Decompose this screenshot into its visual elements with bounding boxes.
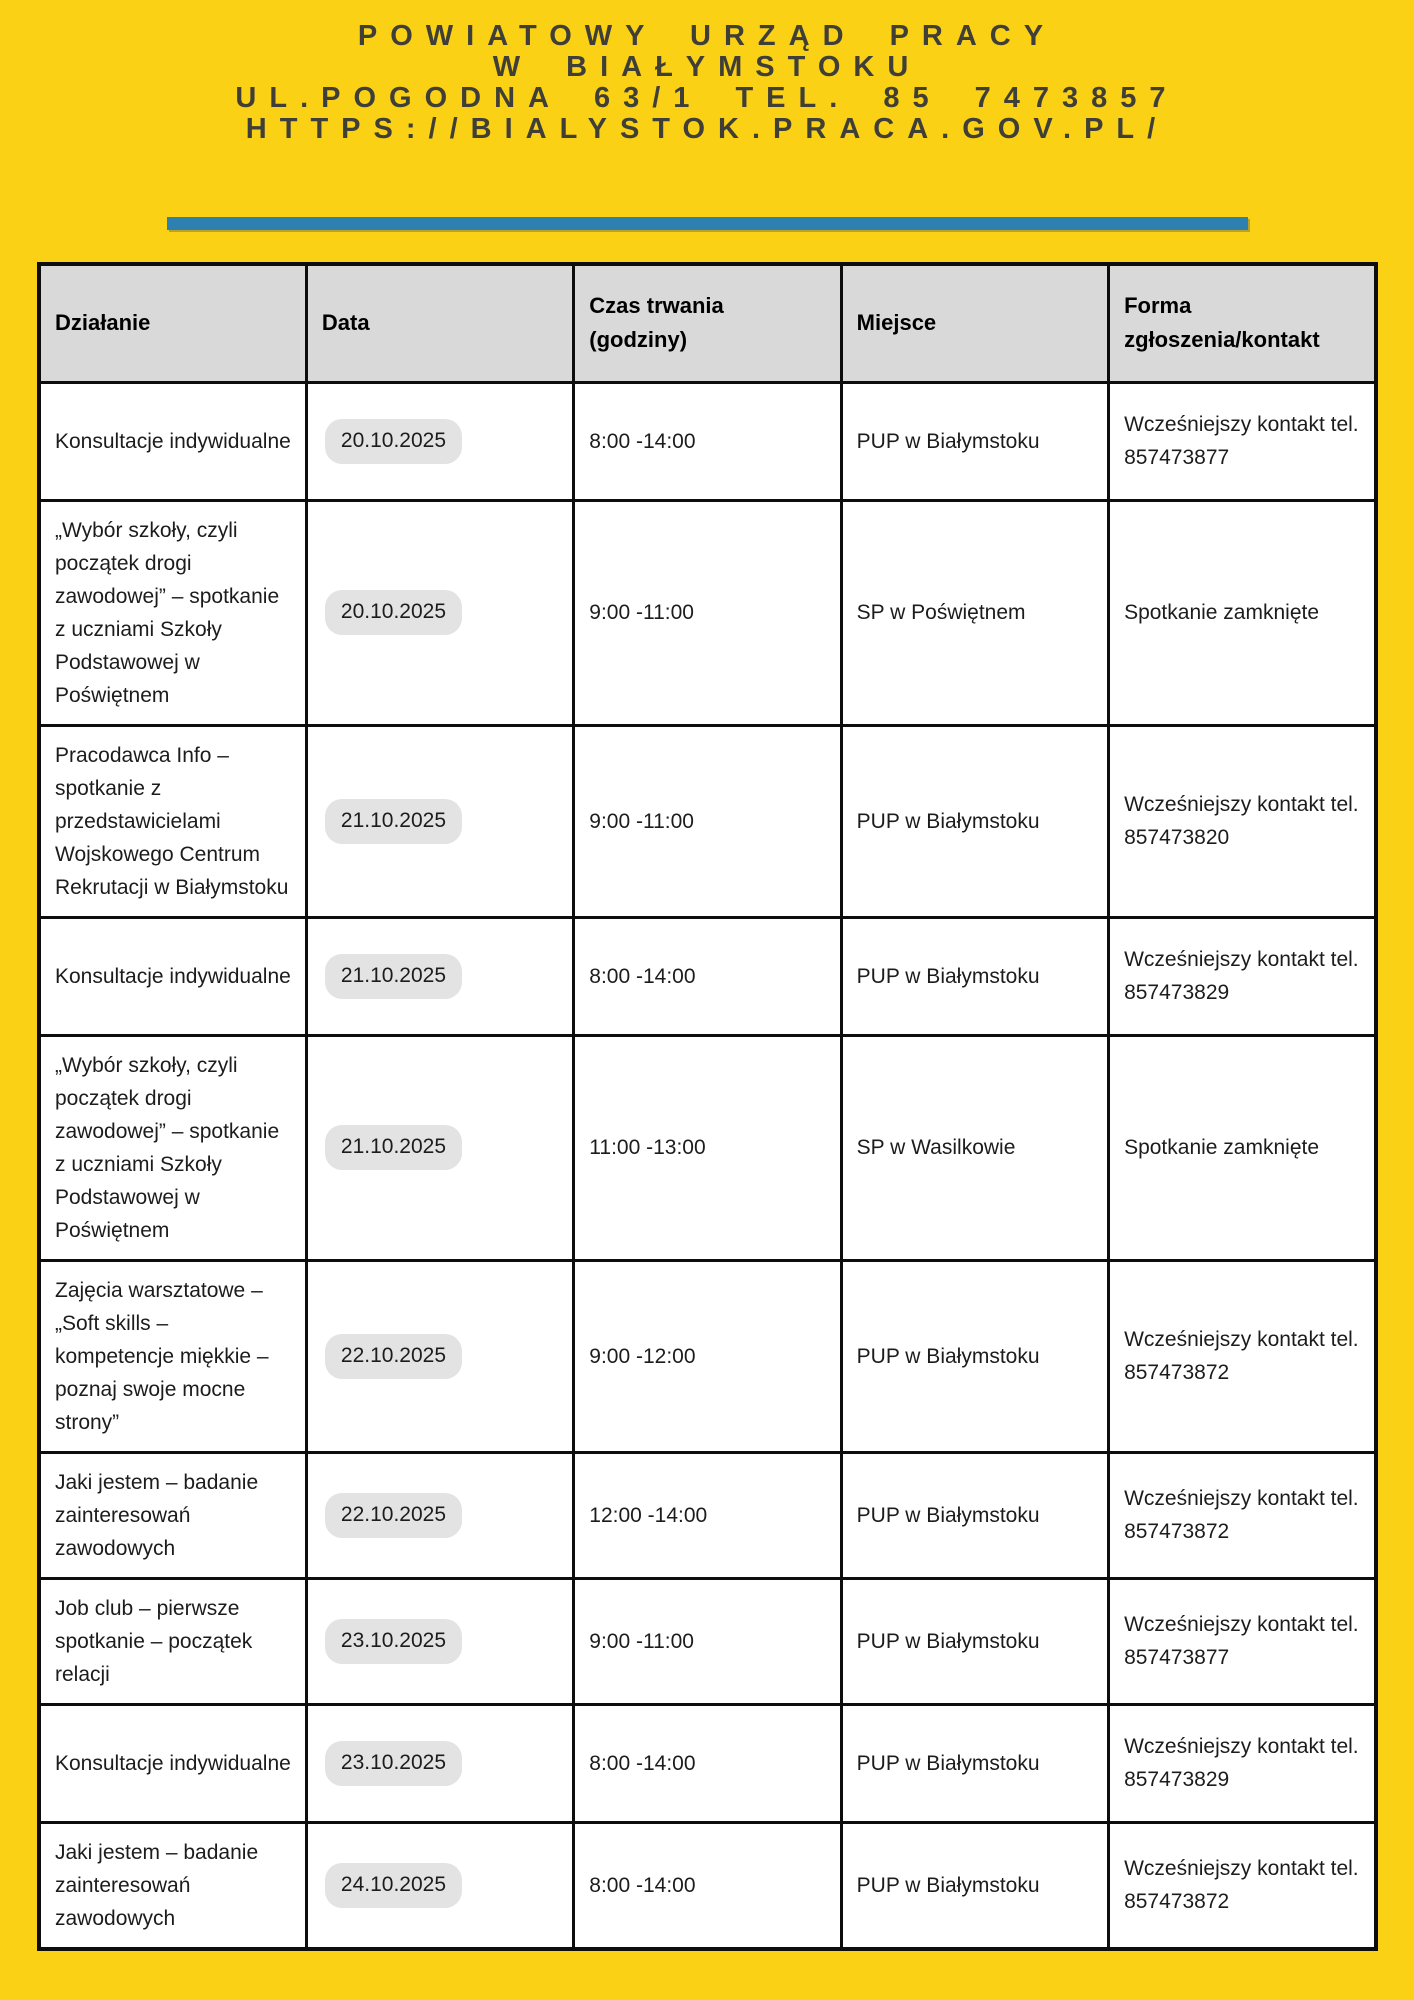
cell-forma: Wcześniejszy kontakt tel. 857473877 — [1109, 382, 1376, 500]
cell-czas-trwania: 9:00 -11:00 — [574, 500, 841, 725]
cell-data — [306, 1578, 573, 1704]
cell-dzialanie: Konsultacje indywidualne — [39, 1704, 306, 1822]
cell-forma: Spotkanie zamknięte — [1109, 500, 1376, 725]
cell-miejsce: PUP w Białymstoku — [841, 1452, 1108, 1578]
column-header-forma: Forma zgłoszenia/kontakt — [1109, 264, 1376, 382]
cell-data — [306, 725, 573, 917]
letterhead-org-name: POWIATOWY URZĄD PRACY — [357, 20, 1057, 52]
cell-data — [306, 1452, 573, 1578]
date-pill: 24.10.2025 — [325, 1863, 462, 1908]
cell-dzialanie: Pracodawca Info – spotkanie z przedstawicielami Wojskowego Centrum Rekrutacji w Białymstoku — [39, 725, 306, 917]
cell-forma: Wcześniejszy kontakt tel. 857473829 — [1109, 917, 1376, 1035]
table-row — [39, 917, 1376, 1035]
cell-czas-trwania: 9:00 -11:00 — [574, 725, 841, 917]
cell-dzialanie: Jaki jestem – badanie zainteresowań zawodowych — [39, 1452, 306, 1578]
cell-miejsce: SP w Wasilkowie — [841, 1035, 1108, 1260]
table-row — [39, 1452, 1376, 1578]
cell-czas-trwania: 11:00 -13:00 — [574, 1035, 841, 1260]
table-row — [39, 725, 1376, 917]
date-pill: 23.10.2025 — [325, 1741, 462, 1786]
cell-czas-trwania: 8:00 -14:00 — [574, 1704, 841, 1822]
cell-dzialanie: Zajęcia warsztatowe – „Soft skills – kompetencje miękkie – poznaj swoje mocne strony” — [39, 1260, 306, 1452]
cell-forma: Wcześniejszy kontakt tel. 857473820 — [1109, 725, 1376, 917]
cell-miejsce: PUP w Białymstoku — [841, 1260, 1108, 1452]
cell-forma: Wcześniejszy kontakt tel. 857473829 — [1109, 1704, 1376, 1822]
letterhead-address-phone: UL.POGODNA 63/1 TEL. 85 7473857 — [235, 82, 1179, 114]
date-pill: 23.10.2025 — [325, 1619, 462, 1664]
date-pill: 21.10.2025 — [325, 1125, 462, 1170]
letterhead — [0, 0, 1414, 145]
table-row — [39, 1035, 1376, 1260]
cell-czas-trwania: 8:00 -14:00 — [574, 917, 841, 1035]
cell-forma: Wcześniejszy kontakt tel. 857473877 — [1109, 1578, 1376, 1704]
table-row — [39, 1704, 1376, 1822]
table-row — [39, 1260, 1376, 1452]
cell-dzialanie: „Wybór szkoły, czyli początek drogi zawodowej” – spotkanie z uczniami Szkoły Podstawowej w Poświętnem — [39, 500, 306, 725]
schedule-table — [37, 262, 1378, 1951]
cell-czas-trwania: 9:00 -11:00 — [574, 1578, 841, 1704]
cell-data — [306, 917, 573, 1035]
date-pill: 22.10.2025 — [325, 1493, 462, 1538]
cell-czas-trwania: 9:00 -12:00 — [574, 1260, 841, 1452]
cell-dzialanie: „Wybór szkoły, czyli początek drogi zawodowej” – spotkanie z uczniami Szkoły Podstawowej w Poświętnem — [39, 1035, 306, 1260]
date-pill: 22.10.2025 — [325, 1334, 462, 1379]
date-pill: 21.10.2025 — [325, 954, 462, 999]
schedule-table-head — [39, 264, 1376, 382]
column-header-czas-trwania: Czas trwania (godziny) — [574, 264, 841, 382]
date-pill: 20.10.2025 — [325, 419, 462, 464]
table-row — [39, 382, 1376, 500]
cell-data — [306, 1822, 573, 1949]
table-row — [39, 1578, 1376, 1704]
cell-forma: Wcześniejszy kontakt tel. 857473872 — [1109, 1452, 1376, 1578]
cell-miejsce: PUP w Białymstoku — [841, 1822, 1108, 1949]
letterhead-url: HTTPS://BIALYSTOK.PRACA.GOV.PL/ — [245, 113, 1169, 145]
cell-data — [306, 500, 573, 725]
cell-data — [306, 1035, 573, 1260]
cell-miejsce: PUP w Białymstoku — [841, 1704, 1108, 1822]
cell-data — [306, 382, 573, 500]
cell-forma: Wcześniejszy kontakt tel. 857473872 — [1109, 1260, 1376, 1452]
letterhead-city: W BIAŁYMSTOKU — [492, 51, 922, 83]
cell-dzialanie: Job club – pierwsze spotkanie – początek relacji — [39, 1578, 306, 1704]
cell-miejsce: PUP w Białymstoku — [841, 1578, 1108, 1704]
cell-czas-trwania: 8:00 -14:00 — [574, 382, 841, 500]
cell-czas-trwania: 8:00 -14:00 — [574, 1822, 841, 1949]
cell-miejsce: PUP w Białymstoku — [841, 382, 1108, 500]
cell-miejsce: PUP w Białymstoku — [841, 917, 1108, 1035]
table-row — [39, 500, 1376, 725]
cell-forma: Wcześniejszy kontakt tel. 857473872 — [1109, 1822, 1376, 1949]
cell-data — [306, 1260, 573, 1452]
date-pill: 20.10.2025 — [325, 590, 462, 635]
column-header-miejsce: Miejsce — [841, 264, 1108, 382]
cell-dzialanie: Jaki jestem – badanie zainteresowań zawodowych — [39, 1822, 306, 1949]
table-row — [39, 1822, 1376, 1949]
cell-dzialanie: Konsultacje indywidualne — [39, 382, 306, 500]
cell-data — [306, 1704, 573, 1822]
cell-miejsce: SP w Poświętnem — [841, 500, 1108, 725]
header-row — [39, 264, 1376, 382]
cell-dzialanie: Konsultacje indywidualne — [39, 917, 306, 1035]
cell-forma: Spotkanie zamknięte — [1109, 1035, 1376, 1260]
column-header-dzialanie: Działanie — [39, 264, 306, 382]
divider-bar — [167, 217, 1248, 230]
column-header-data: Data — [306, 264, 573, 382]
date-pill: 21.10.2025 — [325, 799, 462, 844]
cell-miejsce: PUP w Białymstoku — [841, 725, 1108, 917]
schedule-table-body — [39, 382, 1376, 1949]
cell-czas-trwania: 12:00 -14:00 — [574, 1452, 841, 1578]
